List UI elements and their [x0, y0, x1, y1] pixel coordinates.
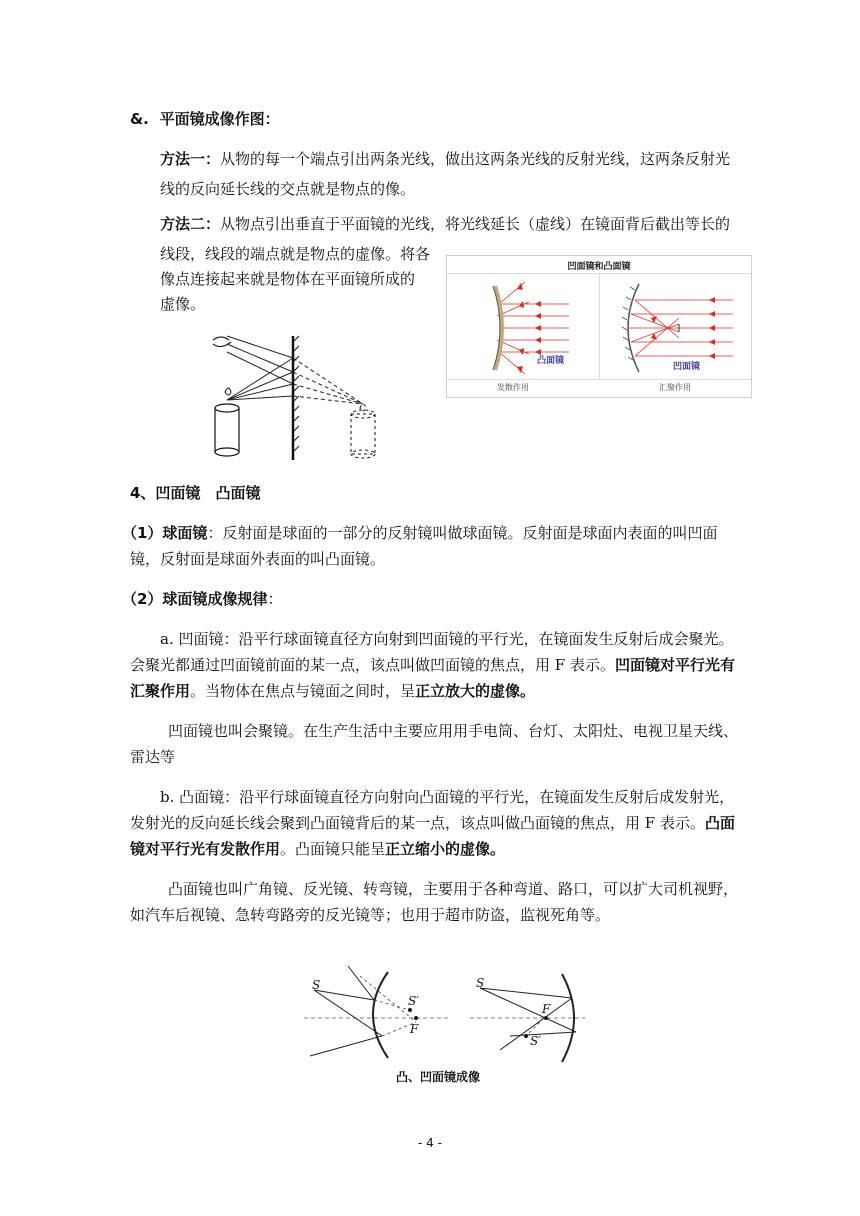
a-bold3b: 正立放大的虚像。: [415, 682, 536, 700]
section-heading: [130, 108, 280, 130]
p1-line2: 镜，反射面是球面外表面的叫凸面镜。: [130, 550, 386, 568]
p2-heading: [122, 588, 282, 610]
p1-label: （1）球面镜: [122, 524, 208, 542]
p1-text1: ：反射面是球面的一部分的反射镜叫做球面镜。反射面是球面内表面的叫凹面: [207, 524, 718, 542]
b-line2: [130, 812, 735, 834]
right-caption: 汇聚作用: [659, 383, 691, 392]
p2-colon: ：: [267, 590, 283, 608]
b-bold2: 凸面: [704, 814, 735, 832]
method1-line2: 线的反向延长线的交点就是物点的像。: [160, 180, 416, 198]
method1-text1: 从物的每一个端点引出两条光线，做出这两条光线的反射光线，这两条反射光: [220, 150, 731, 168]
heading-number: &.: [130, 110, 149, 128]
method2-line4: 虚像。: [160, 295, 206, 313]
right-S-label: S: [476, 976, 485, 990]
method1-line1: [160, 148, 730, 170]
a2-line1: 凹面镜也叫会聚镜。在生产生活中主要应用用手电筒、台灯、太阳灶、电视卫星天线、: [168, 722, 739, 740]
a-line2: [130, 654, 735, 676]
figure-divider-bottom: [447, 379, 751, 380]
right-Sprime-label: S′: [530, 1034, 541, 1048]
a-bold2: 凹面镜对平行光有: [614, 656, 735, 674]
a-line1: a. 凹面镜：沿平行球面镜直径方向射到凹面镜的平行光，在镜面发生反射后成会聚光。: [160, 630, 734, 648]
p2-label: （2）球面镜成像规律: [122, 590, 268, 608]
page-number: - 4 -: [418, 1136, 442, 1150]
right-F-label: F: [542, 1002, 551, 1016]
method1-label: 方法一：: [160, 150, 221, 168]
b-bold3b: 正立缩小的虚像。: [385, 840, 506, 858]
b2-line1: 凸面镜也叫广角镜、反光镜、转弯镜，主要用于各种弯道、路口，可以扩大司机视野，: [168, 880, 739, 898]
a-text3: 。当物体在焦点与镜面之间时，呈: [190, 682, 416, 700]
method2-line3: 像点连接起来就是物体在平面镜所成的: [160, 270, 416, 288]
method2-text1: 从物点引出垂直于平面镜的光线，将光线延长（虚线）在镜面背后截出等长的: [220, 215, 731, 233]
method2-label: 方法二：: [160, 215, 221, 233]
figure-title: 凹面镜和凸面镜: [567, 262, 631, 272]
section4-heading: 4、凹面镜 凸面镜: [130, 484, 261, 502]
convex-label: 凸面镜: [537, 356, 565, 366]
a-bold3a: 汇聚作用: [130, 682, 191, 700]
left-Sprime-label: S′: [408, 994, 419, 1008]
a-text2: 会聚光都通过凹面镜前面的某一点，该点叫做凹面镜的焦点，用 F 表示。: [130, 656, 615, 674]
method2-line1: [160, 213, 730, 235]
left-caption: 发散作用: [497, 383, 529, 392]
b-bold3a: 镜对平行光有发散作用: [130, 840, 281, 858]
heading-text: 平面镜成像作图：: [159, 110, 280, 128]
p1-line1: [122, 522, 717, 544]
b-text3: 。凸面镜只能呈: [280, 840, 386, 858]
b-line3: [130, 838, 505, 860]
left-S-label: S: [312, 978, 321, 992]
convex-concave-figure: [446, 255, 752, 398]
imaging-caption: 凸、凹面镜成像: [396, 1070, 481, 1084]
method2-line2: 线段，线段的端点就是物点的虚像。将各: [160, 245, 431, 263]
b-line1: b. 凸面镜：沿平行球面镜直径方向射向凸面镜的平行光，在镜面发生反射后成发射光，: [160, 788, 735, 806]
a-line3: [130, 680, 535, 702]
mirror-imaging-figure: [300, 966, 590, 1090]
a2-line2: 雷达等: [130, 748, 176, 766]
b-text2: 发射光的反向延长线会聚到凸面镜背后的某一点，该点叫做凸面镜的焦点，用 F 表示。: [130, 814, 705, 832]
b2-line2: 如汽车后视镜、急转弯路旁的反光镜等；也用于超市防盗，监视死角等。: [130, 906, 611, 924]
concave-label: 凹面镜: [673, 362, 701, 372]
left-F-label: F: [410, 1022, 419, 1036]
plane-mirror-diagram: [205, 328, 385, 463]
